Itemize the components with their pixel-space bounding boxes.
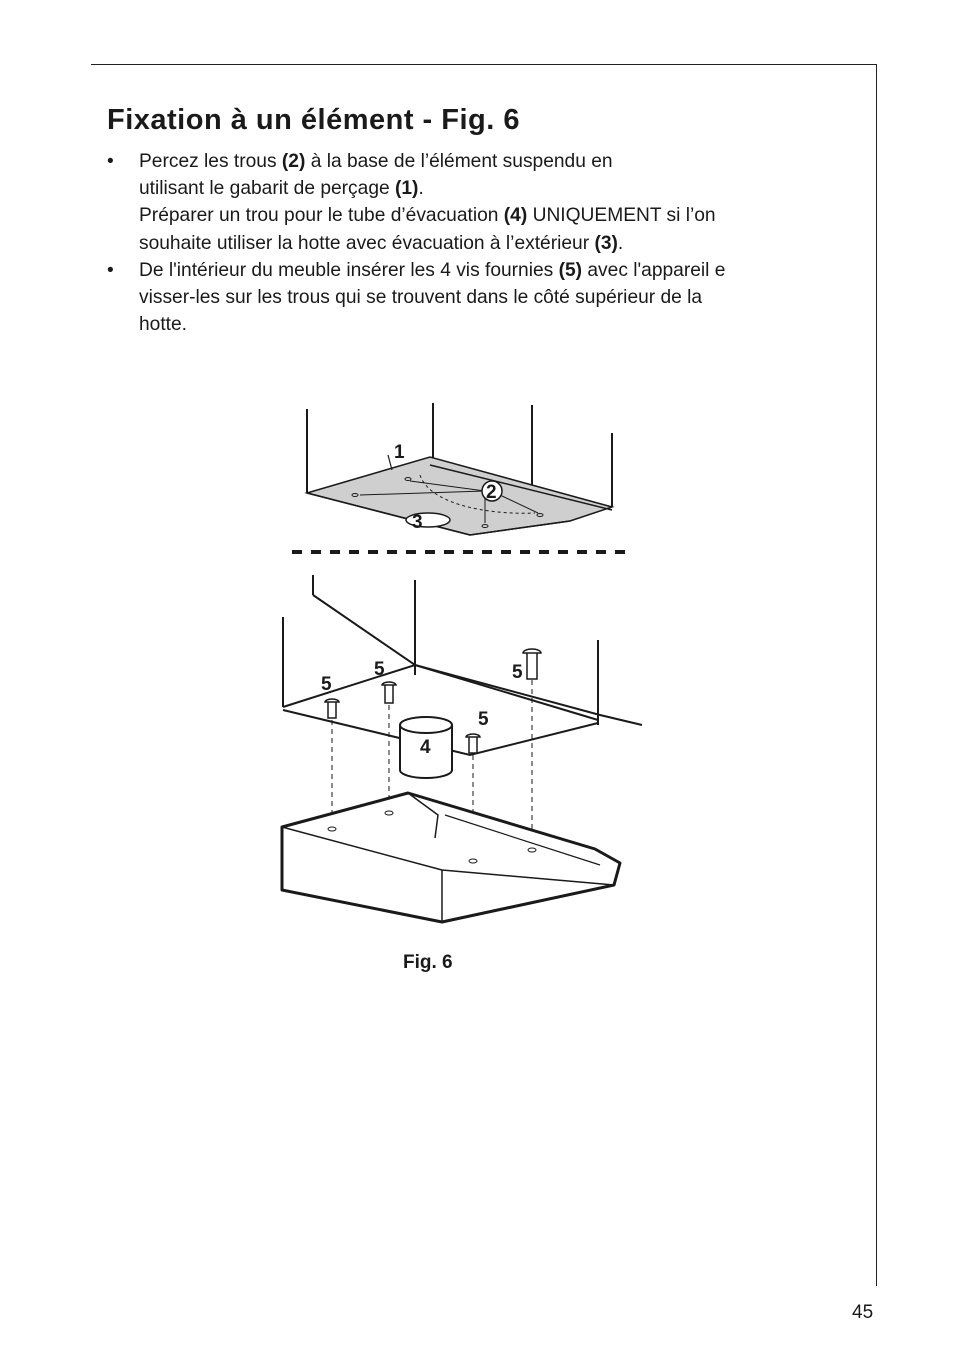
text-run: utilisant le gabarit de perçage <box>139 178 395 200</box>
label-template: 1 <box>394 442 405 463</box>
instruction-item <box>107 148 827 257</box>
label-holes: 2 <box>486 482 497 503</box>
text-run: Préparer un trou pour le tube d’évacuation <box>139 205 504 227</box>
text-run: hotte. <box>139 314 188 336</box>
label-outlet: 3 <box>412 512 423 533</box>
ref-template: (1) <box>395 178 419 200</box>
instruction-item <box>107 257 827 339</box>
ref-tube: (4) <box>503 205 528 227</box>
text-run: souhaite utiliser la hotte avec évacuation à l’extérieur <box>139 232 595 254</box>
screw-icon <box>523 649 541 679</box>
label-screw: 5 <box>512 662 523 683</box>
screw-icon <box>466 734 480 753</box>
section-title: Fixation à un élément - Fig. 6 <box>107 104 520 136</box>
text-run: Percez les trous <box>139 151 282 172</box>
page-number: 45 <box>852 1302 874 1323</box>
ref-outlet: (3) <box>594 232 618 254</box>
cabinet-bottom-view <box>283 575 642 755</box>
label-screw: 5 <box>374 659 385 680</box>
ref-holes: (2) <box>281 151 306 172</box>
text-run: . <box>418 178 424 200</box>
instruction-list <box>107 148 827 338</box>
hood-body <box>282 793 620 922</box>
cabinet-top-view <box>307 403 612 535</box>
label-screw: 5 <box>321 674 332 695</box>
screw-icon <box>325 699 339 718</box>
text-run: à la base de l’élément suspendu en <box>305 151 613 172</box>
right-rule <box>876 64 877 1286</box>
text-run: visser-les sur les trous qui se trouvent dans le côté supérieur de la <box>139 287 703 309</box>
bullet-marker: • <box>107 151 114 172</box>
label-screw: 5 <box>478 709 489 730</box>
screw-icon <box>382 682 396 703</box>
figure-caption: Fig. 6 <box>403 952 453 973</box>
label-tube: 4 <box>420 737 431 758</box>
installation-diagram <box>270 395 650 940</box>
text-run: UNIQUEMENT si l’on <box>527 205 716 227</box>
ref-screws: (5) <box>558 259 583 281</box>
text-run: . <box>617 232 624 254</box>
bullet-marker: • <box>107 259 114 281</box>
text-run: avec l'appareil e <box>582 259 726 281</box>
text-run: De l'intérieur du meuble insérer les 4 vis fournies <box>139 259 559 281</box>
top-rule <box>91 64 877 65</box>
